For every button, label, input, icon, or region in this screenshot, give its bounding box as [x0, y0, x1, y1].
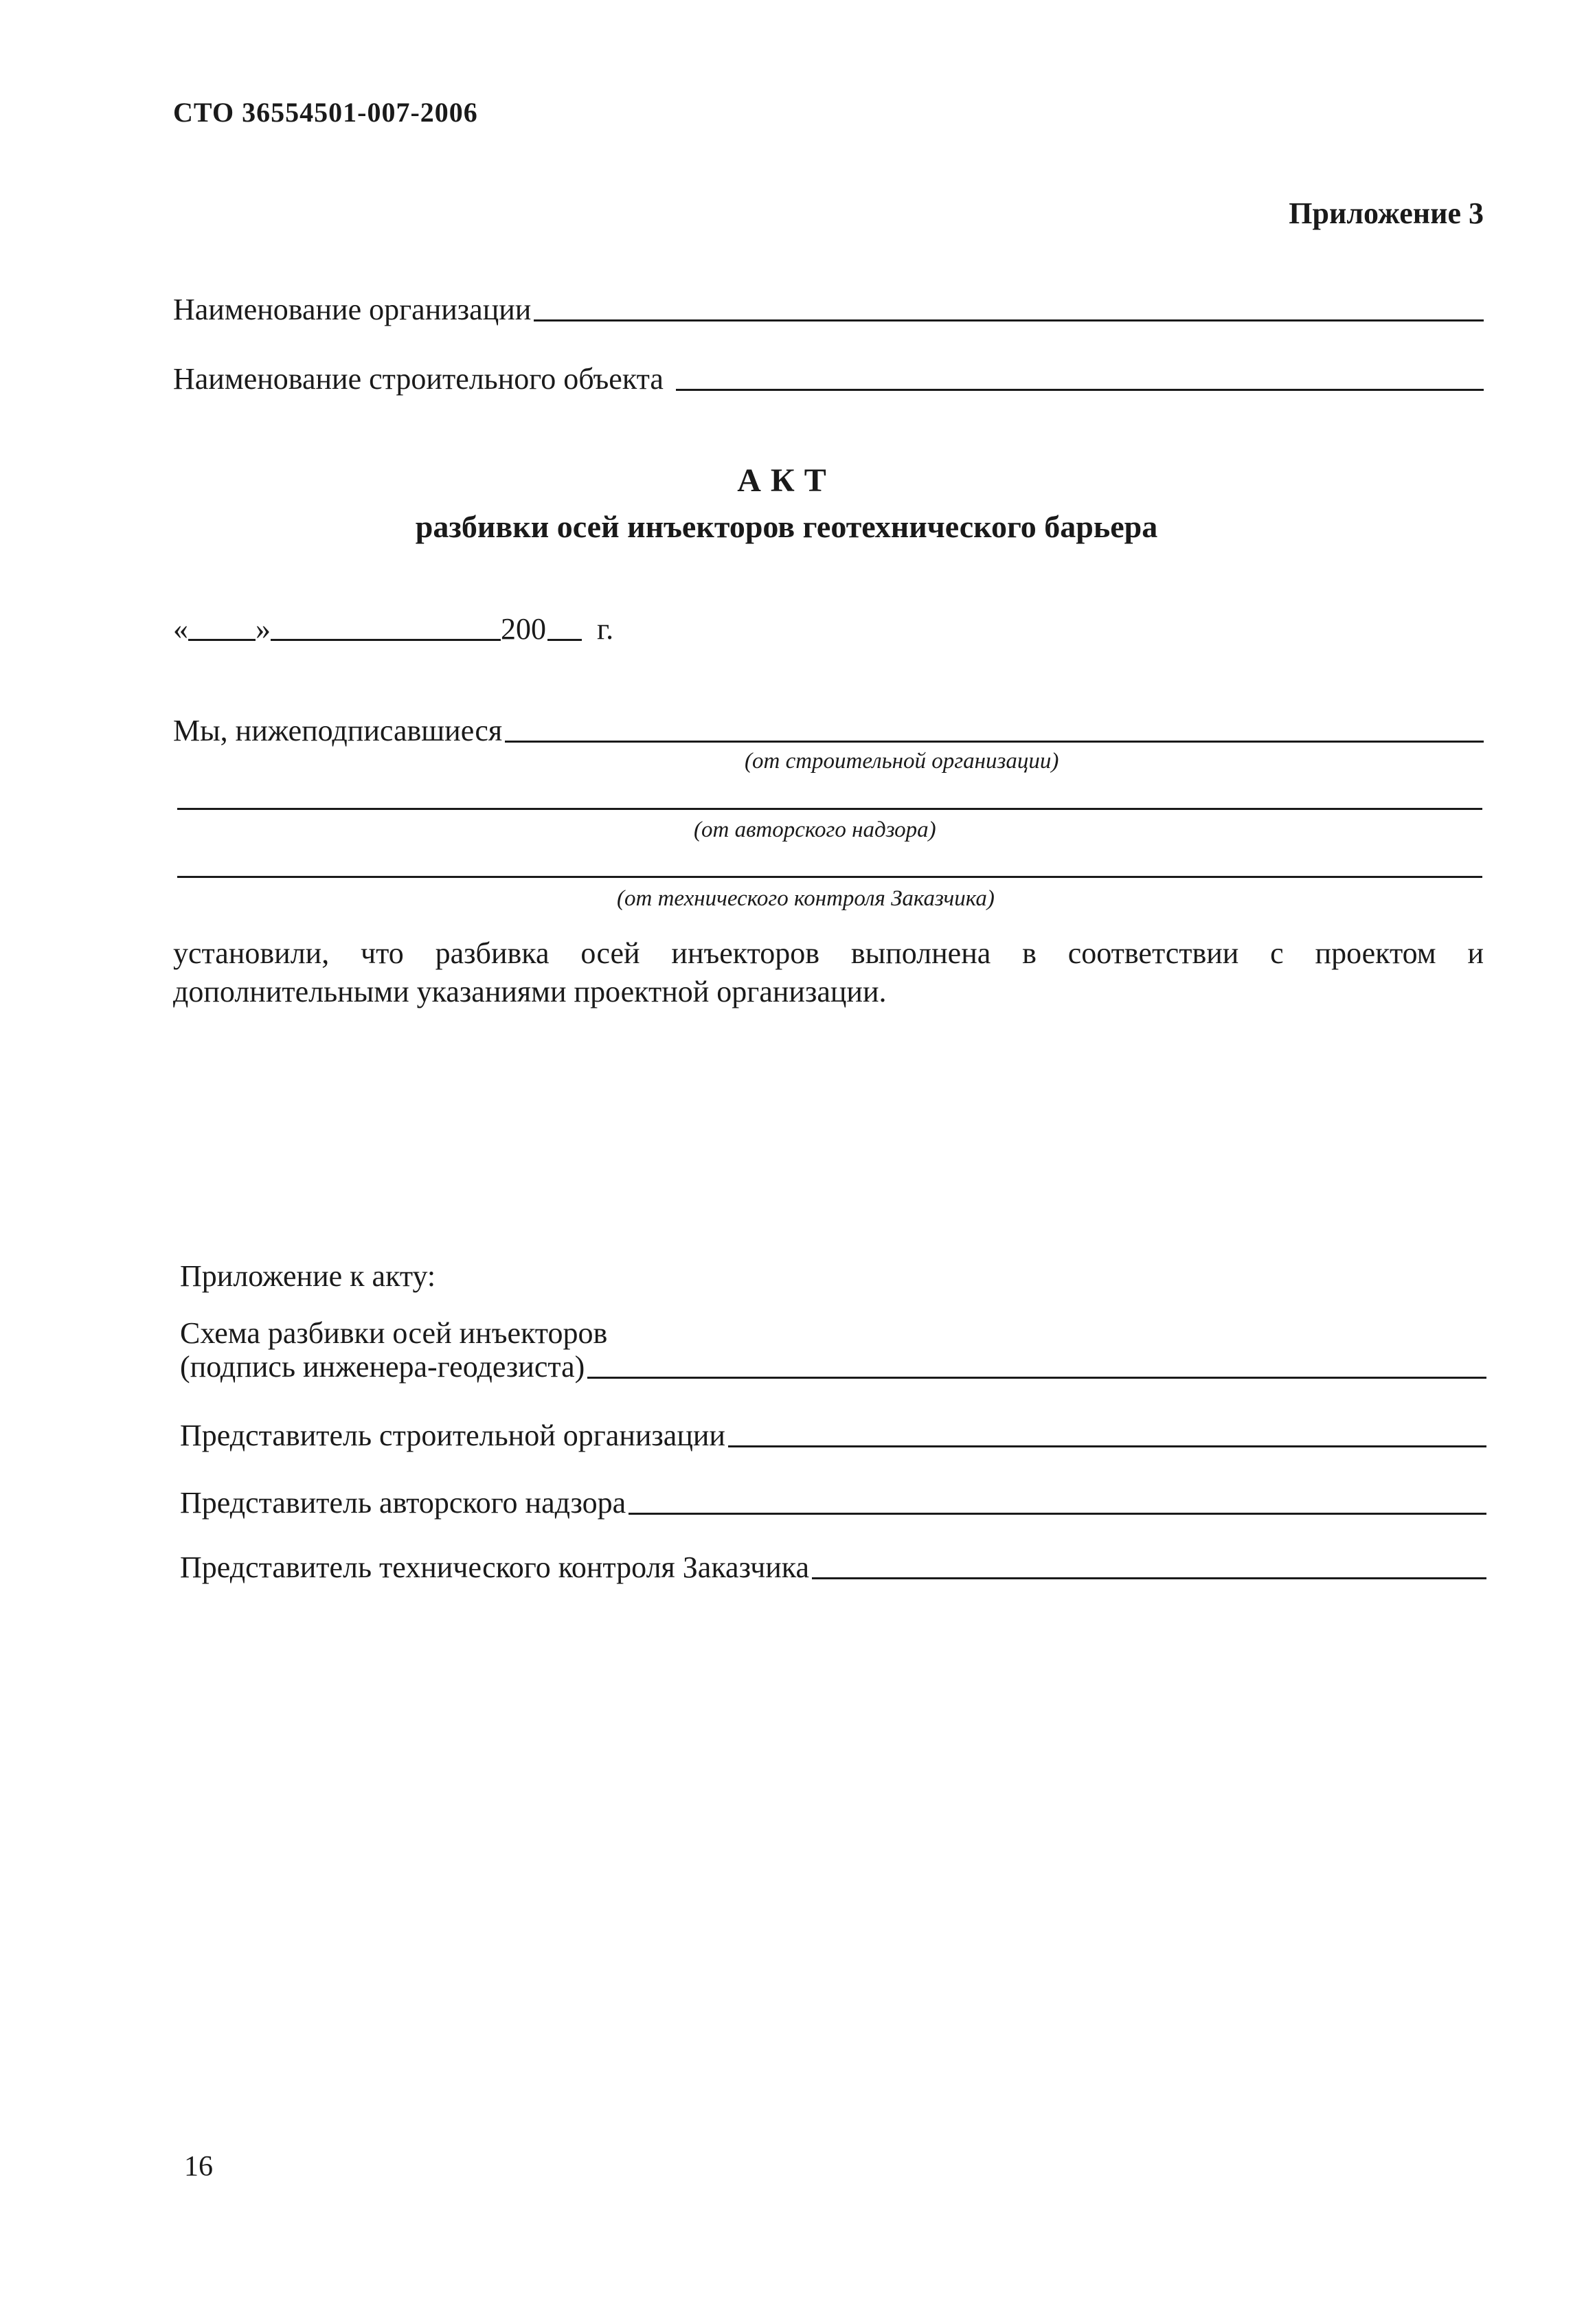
caption-author: (от авторского надзора) [694, 817, 936, 842]
scheme-label: Схема разбивки осей инъекторов [180, 1316, 608, 1350]
customer-control-blank[interactable] [177, 876, 1482, 878]
site-label: Наименование строительного объекта [173, 362, 664, 396]
caption-customer: (от технического контроля Заказчика) [617, 886, 995, 911]
rep-customer-row [180, 1550, 1486, 1585]
scheme-signature-row [180, 1349, 1486, 1384]
rep-customer-label: Представитель технического контроля Заказчика [180, 1550, 809, 1584]
rep-construction-row [180, 1418, 1486, 1453]
rep-construction-label: Представитель строительной организации [180, 1419, 725, 1452]
conclusion-text: установили, что разбивка осей инъекторов выполнена в соответствии с проектом и дополнительными указаниями проектной организации. [173, 936, 1484, 1008]
rep-construction-blank[interactable] [728, 1445, 1486, 1447]
construction-org-blank[interactable] [505, 741, 1484, 743]
organization-label: Наименование организации [173, 293, 532, 326]
scheme-signature-label: (подпись инженера-геодезиста) [180, 1350, 585, 1384]
signatories-intro: Мы, нижеподписавшиеся [173, 714, 503, 747]
scheme-signature-blank[interactable] [587, 1377, 1486, 1379]
year-prefix: 200 [501, 612, 546, 646]
act-subtitle: разбивки осей инъекторов геотехнического барьера [415, 509, 1158, 544]
day-blank[interactable] [188, 639, 256, 641]
date-close-quote: » [256, 612, 271, 646]
page-number: 16 [184, 2151, 213, 2182]
act-title: АКТ [737, 462, 836, 499]
organization-blank[interactable] [534, 319, 1484, 321]
rep-author-row [180, 1485, 1486, 1520]
year-suffix: г. [597, 612, 614, 646]
document-code: СТО 36554501-007-2006 [173, 97, 478, 128]
date-row [173, 611, 613, 646]
rep-author-blank[interactable] [629, 1513, 1486, 1515]
year-blank[interactable] [547, 639, 582, 641]
appendix-label: Приложение 3 [1289, 196, 1484, 230]
site-field [173, 361, 1484, 396]
caption-construction: (от строительной организации) [745, 749, 1059, 774]
organization-field [173, 292, 1484, 327]
signatories-row [173, 713, 1484, 748]
author-supervision-blank[interactable] [177, 808, 1482, 810]
month-blank[interactable] [271, 639, 501, 641]
attachment-heading: Приложение к акту: [180, 1259, 436, 1293]
rep-author-label: Представитель авторского надзора [180, 1486, 626, 1520]
site-blank[interactable] [676, 389, 1484, 391]
date-open-quote: « [173, 612, 188, 646]
rep-customer-blank[interactable] [812, 1577, 1486, 1579]
